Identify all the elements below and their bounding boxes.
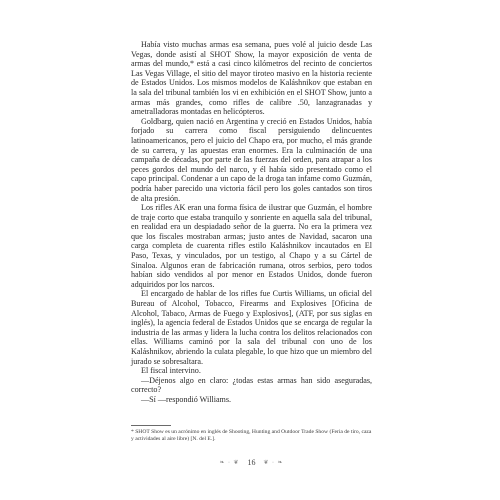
paragraph-5: El fiscal intervino.: [141, 366, 201, 376]
page-footer: [131, 456, 372, 468]
paragraph-7: —Sí —respondió Williams.: [141, 394, 231, 404]
paragraph-1: Había visto muchas armas esa semana, pues volé al juicio desde Las Vegas, donde asistí al SHOT Show, la mayor exposición de venta de armas del mundo,* está a casi cinco kilómetros del recinto de conciertos Las Vegas Village, el sitio del mayor tiroteo masivo en la historia reciente de Estados Unidos. Los mismos modelos de Kaláshnikov que estaban en la sala del tribunal también los vi en exhibición en el SHOT Show, junto a armas más grandes, como rifles de calibre .50, lanzagranadas y ametralladoras montadas en helicópteros.: [131, 40, 372, 117]
ornament-left-icon: ❧ · ❦: [219, 459, 240, 466]
paragraph-3: Los rifles AK eran una forma física de ilustrar que Guzmán, el hombre de traje corto que estaba tranquilo y sonriente en aquella sala del tribunal, en realidad era un despiadado señor de la guerra. No era la primera vez que los fiscales mostraban armas; justo antes de Navidad, sacaron una carga completa de cuarenta rifles estilo Kaláshnikov incautados en El Paso, Texas, y vinculados, por un testigo, al Chapo y a su Cártel de Sinaloa. Algunos eran de fabricación rumana, otros serbios, pero todos habían sido vendidos al por menor en Estados Unidos, donde fueron adquiridos por los narcos.: [131, 203, 372, 289]
footnote: * SHOT Show es un acrónimo en inglés de Shooting, Hunting and Outdoor Trade Show (Feria de tiro, caza y actividades al aire libre) [N. del E.].: [131, 429, 372, 443]
ornament-right-icon: ❦ · ❧: [263, 459, 284, 466]
body-text: [131, 40, 372, 405]
page-number: 16: [247, 457, 256, 467]
paragraph-4: El encargado de hablar de los rifles fue Curtis Williams, un oficial del Bureau of Alcohol, Tobacco, Firearms and Explosives [Oficina de Alcohol, Tabaco, Armas de Fuego y Explosivos], (ATF, por sus siglas en inglés), la agencia federal de Estados Unidos que se encarga de regular la industria de las armas y lidera la lucha contra los delitos relacionados con ellas. Williams caminó por la sala del tribunal con uno de los Kaláshnikov, abriendo la culata plegable, lo que hizo que un miembro del jurado se sobresaltara.: [131, 289, 372, 366]
paragraph-2: Goldbarg, quien nació en Argentina y creció en Estados Unidos, había forjado su carrera como fiscal persiguiendo delincuentes latinoamericanos, pero el juicio del Chapo era, por mucho, el más grande de su carrera, y las apuestas eran enormes. Era la culminación de una campaña de décadas, por parte de las fuerzas del orden, para atrapar a los peces gordos del mundo del narco, y él había sido presentado como el capo principal. Condenar a un capo de la droga tan infame como Guzmán, podría haber parecido una victoria fácil pero los goles cantados son tiros de alta presión.: [131, 116, 372, 203]
paragraph-6: —Déjenos algo en claro: ¿todas estas armas han sido aseguradas, correcto?: [131, 375, 372, 395]
footnote-divider: [131, 425, 171, 426]
